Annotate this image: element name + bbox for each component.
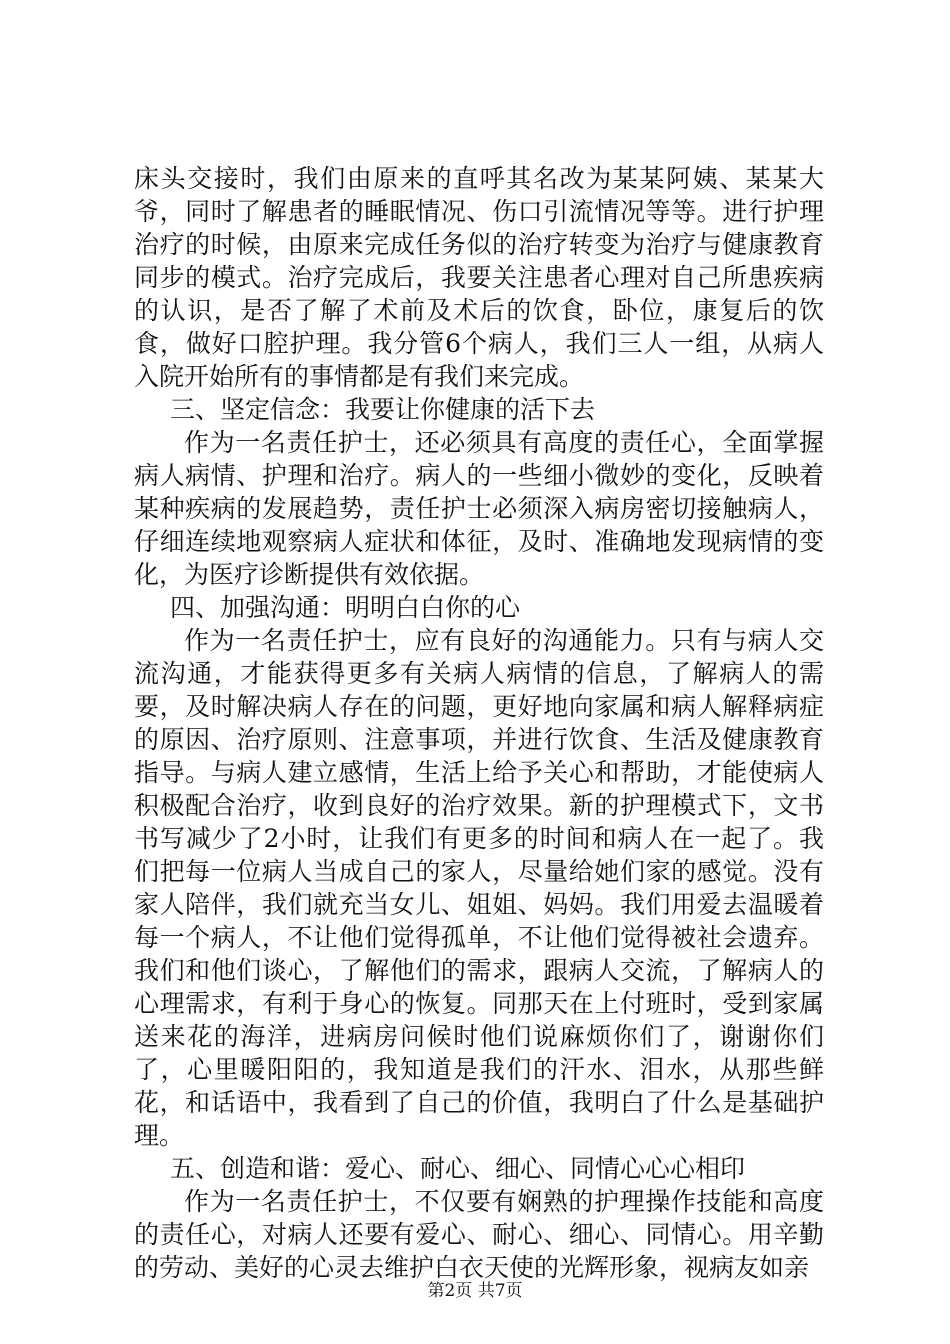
paragraph: 作为一名责任护士，应有良好的沟通能力。只有与病人交流沟通，才能获得更多有关病人病情的信息，了解病人的需要，及时解决病人存在的问题，更好地向家属和病人解释病症的原因、治疗原则、注意事项，并进行饮食、生活及健康教育指导。与病人建立感情，生活上给予关心和帮助，才能使病人积极配合治疗，收到良好的治疗效果。新的护理模式下，文书书写减少了2小时，让我们有更多的时间和病人在一起了。我们把每一位病人当成自己的家人，尽量给她们家的感觉。没有家人陪伴，我们就充当女儿、姐姐、妈妈。我们用爱去温暖着每一个病人，不让他们觉得孤单，不让他们觉得被社会遗弃。我们和他们谈心，了解他们的需求，跟病人交流，了解病人的心理需求，有利于身心的恢复。同那天在上付班时，受到家属送来花的海洋，进病房问候时他们说麻烦你们了，谢谢你们了，心里暖阳阳的，我知道是我们的汗水、泪水，从那些鲜花，和话语中，我看到了自己的价值，我明白了什么是基础护理。 [134,626,824,1150]
document-body [134,162,824,1284]
section-heading-3: 三、坚定信念：我要让你健康的活下去 [170,395,596,424]
paragraph: 作为一名责任护士，还必须具有高度的责任心，全面掌握病人病情、护理和治疗。病人的一些细小微妙的变化，反映着某种疾病的发展趋势，责任护士必须深入病房密切接触病人，仔细连续地观察病人症状和体征，及时、准确地发现病情的变化，为医疗诊断提供有效依据。 [134,428,824,589]
paragraph-continued: 床头交接时，我们由原来的直呼其名改为某某阿姨、某某大爷，同时了解患者的睡眠情况、伤口引流情况等等。进行护理治疗的时候，由原来完成任务似的治疗转变为治疗与健康教育同步的模式。治疗完成后，我要关注患者心理对自己所患疾病的认识，是否了解了术前及术后的饮食，卧位，康复后的饮食，做好口腔护理。我分管6个病人，我们三人一组，从病人入院开始所有的事情都是有我们来完成。 [134,164,824,391]
section-heading-4: 四、加强沟通：明明白白你的心 [170,593,521,622]
page-number-footer: 第2页 共7页 [427,1281,523,1301]
section-heading-5: 五、创造和谐：爱心、耐心、细心、同情心心心相印 [170,1154,746,1183]
paragraph: 作为一名责任护士，不仅要有娴熟的护理操作技能和高度的责任心，对病人还要有爱心、耐心、细心、同情心。用辛勤的劳动、美好的心灵去维护白衣天使的光辉形象，视病友如亲 [134,1187,824,1282]
